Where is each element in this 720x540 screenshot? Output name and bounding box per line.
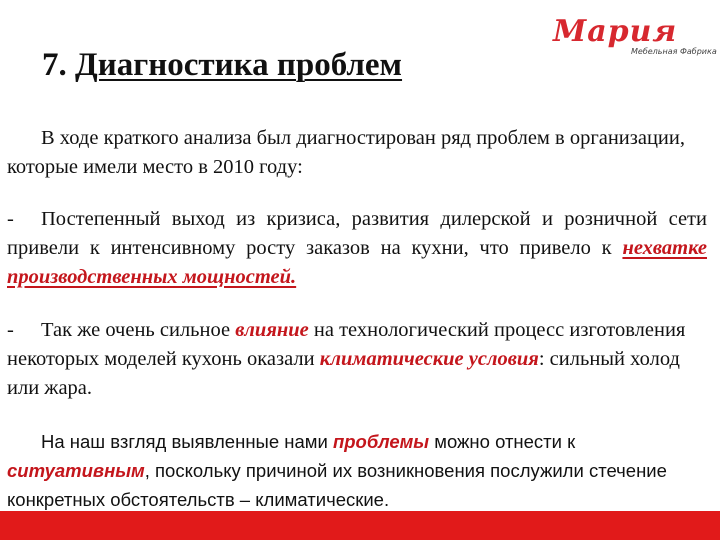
bottom-accent-bar (0, 511, 720, 540)
bullet-dash: - (7, 208, 14, 230)
situational-emphasis: ситуативным (7, 460, 145, 481)
bullet-climate-text-3: : сильный холод или жара. (7, 348, 680, 399)
intro-text: В ходе краткого анализа был диагностирован ряд проблем в организации, которые имели место в 2010 году: (7, 127, 685, 178)
conclusion-paragraph (7, 427, 707, 514)
title-text: Диагностика проблем (75, 47, 403, 83)
bullet-capacity (7, 205, 707, 292)
bullet-capacity-text: Постепенный выход из кризиса, развития дилерской и розничной сети привели к интенсивному росту заказов на кухни, что привело к (7, 208, 707, 259)
title-number: 7. (42, 47, 67, 83)
conclusion-text-3: , поскольку причиной их возникновения послужили стечение конкретных обстоятельств – климатические. (7, 460, 667, 510)
slide-title (42, 44, 402, 86)
bullet-climate-text-2: на технологический процесс изготовления некоторых моделей кухонь оказали (7, 319, 686, 370)
logo-subtitle: Мебельная Фабрика (631, 47, 717, 56)
bullet-climate-text-1: Так же очень сильное (41, 319, 236, 341)
bullet-climate (7, 316, 707, 403)
intro-paragraph (7, 124, 707, 182)
problems-emphasis: проблемы (332, 431, 430, 452)
logo-wordmark: Мария (553, 14, 678, 49)
conclusion-text-1: На наш взгляд выявленные нами (41, 431, 333, 452)
climate-emphasis: климатические условия (319, 348, 539, 370)
company-logo (553, 14, 717, 65)
conclusion-text-2: можно отнести к (429, 431, 576, 452)
bullet-dash: - (7, 319, 14, 341)
capacity-emphasis: нехватке производственных мощностей. (7, 237, 707, 288)
influence-emphasis: влияние (235, 319, 309, 341)
